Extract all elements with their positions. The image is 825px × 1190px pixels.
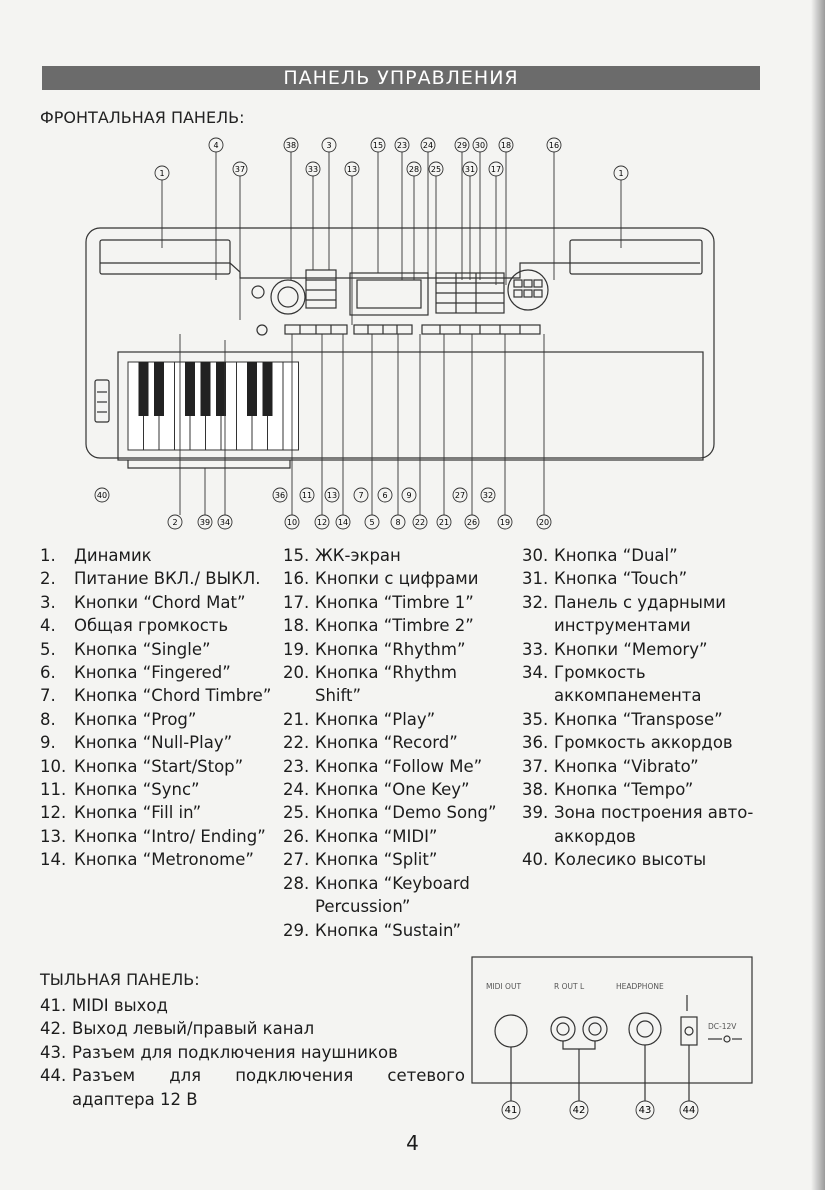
legend-item-number: 41.: [40, 996, 67, 1015]
svg-text:12: 12: [316, 518, 328, 527]
svg-text:8: 8: [395, 518, 401, 527]
label-midi-out: MIDI OUT: [486, 982, 522, 991]
svg-text:3: 3: [326, 141, 332, 150]
legend-item-number: 26.: [283, 826, 310, 846]
legend-column-2: [283, 544, 508, 942]
legend-item-text: Кнопка “Single”: [74, 639, 211, 659]
legend-item: [522, 591, 762, 638]
callout-12: [315, 515, 329, 529]
legend-item: [40, 755, 280, 778]
svg-text:20: 20: [538, 518, 550, 527]
white-key: [283, 362, 299, 450]
legend-item-number: 21.: [283, 709, 310, 729]
legend-item-text: Громкость аккомпанемента: [554, 663, 702, 706]
legend-item: [40, 638, 280, 661]
back-panel-list: [40, 994, 465, 1111]
callouts-top: [155, 138, 628, 180]
callout-7: [354, 488, 368, 502]
legend-item-text: Панель с ударными инструментами: [554, 592, 727, 636]
label-dc-12v: DC-12V: [708, 1022, 737, 1031]
legend-item-number: 8.: [40, 709, 56, 729]
legend-item-text: Кнопка “Sustain”: [315, 920, 462, 940]
legend-item-number: 24.: [283, 780, 310, 800]
svg-text:37: 37: [234, 165, 246, 174]
legend-item-number: 23.: [283, 756, 310, 776]
legend-item-number: 10.: [40, 756, 67, 776]
legend-item-text: Кнопка “Null-Play”: [74, 733, 233, 753]
svg-text:15: 15: [372, 141, 384, 150]
callout-19: [498, 515, 512, 529]
legend-item-text: Кнопка “Fingered”: [74, 663, 231, 683]
legend-item-text: Кнопки “Chord Mat”: [74, 592, 246, 612]
legend-item-text: Кнопка “Fill in”: [74, 803, 202, 823]
legend-item: [283, 638, 508, 661]
rear-panel-outline: [472, 957, 752, 1083]
legend-item-text: Кнопка “Timbre 1”: [315, 592, 474, 612]
legend-item-text: Кнопка “Transpose”: [554, 709, 723, 729]
legend-item-text: Выход левый/правый канал: [72, 1019, 315, 1039]
tempo-dial: [271, 280, 305, 314]
callout-42: [570, 1101, 588, 1119]
callout-3: [322, 138, 336, 152]
legend-item-text: Кнопка “Sync”: [74, 780, 200, 800]
callout-37: [233, 162, 247, 176]
legend-item: [522, 544, 762, 567]
back-panel-heading: ТЫЛЬНАЯ ПАНЕЛЬ:: [40, 970, 200, 989]
legend-item: [40, 708, 280, 731]
legend-item: [40, 661, 280, 684]
svg-text:44: 44: [682, 1105, 696, 1116]
callout-20: [537, 515, 551, 529]
legend-item-text: Питание ВКЛ./ ВЫКЛ.: [74, 569, 261, 589]
callout-34: [218, 515, 232, 529]
legend-item: [40, 544, 280, 567]
legend-item-text: Динамик: [74, 546, 152, 565]
legend-item: [283, 825, 508, 848]
callout-11: [300, 488, 314, 502]
svg-text:7: 7: [358, 491, 364, 500]
front-panel-diagram: [0, 130, 825, 540]
svg-text:21: 21: [438, 518, 450, 527]
legend-item-number: 4.: [40, 616, 56, 636]
black-key: [185, 362, 195, 416]
callout-36: [273, 488, 287, 502]
svg-text:17: 17: [490, 165, 502, 174]
legend-item-text: Кнопка “Tempo”: [554, 780, 694, 800]
callout-32: [481, 488, 495, 502]
legend-item: [522, 731, 762, 754]
speaker-left: [100, 240, 230, 274]
svg-text:1: 1: [618, 169, 624, 178]
legend-item: [40, 684, 280, 707]
legend-item-number: 44.: [40, 1066, 67, 1086]
svg-text:4: 4: [213, 141, 219, 150]
legend-item: [40, 778, 280, 801]
legend-item-number: 29.: [283, 920, 310, 940]
svg-text:25: 25: [430, 165, 442, 174]
svg-text:27: 27: [454, 491, 466, 500]
svg-text:10: 10: [286, 518, 298, 527]
svg-text:36: 36: [274, 491, 286, 500]
control-panel-outline: [100, 263, 700, 278]
legend-item-number: 25.: [283, 803, 310, 823]
callout-15: [371, 138, 385, 152]
legend-item-number: 9.: [40, 733, 56, 753]
legend-item: [522, 848, 762, 871]
callout-13: [345, 162, 359, 176]
callout-14: [336, 515, 350, 529]
legend-item-text: Зона построения авто-аккордов: [554, 803, 754, 846]
legend-item-number: 27.: [283, 850, 310, 870]
callout-4: [209, 138, 223, 152]
legend-item-text: Кнопка “Touch”: [554, 569, 688, 589]
legend-item-number: 42.: [40, 1019, 67, 1039]
front-panel-heading: ФРОНТАЛЬНАЯ ПАНЕЛЬ:: [40, 108, 245, 127]
legend-item-text: Громкость аккордов: [554, 733, 733, 753]
callout-23: [395, 138, 409, 152]
svg-text:43: 43: [638, 1105, 652, 1116]
callout-39: [198, 515, 212, 529]
headphone-jack: [629, 1013, 661, 1045]
legend-item: [40, 1017, 465, 1040]
svg-text:5: 5: [369, 518, 375, 527]
callout-16: [547, 138, 561, 152]
svg-text:24: 24: [422, 141, 434, 150]
callout-41: [502, 1101, 520, 1119]
legend-item-number: 34.: [522, 663, 549, 683]
legend-item: [283, 661, 508, 708]
legend-item-text: Кнопка “Dual”: [554, 546, 678, 565]
legend-item-text: Кнопка “Rhythm”: [315, 639, 466, 659]
legend-item-text: Кнопка “Record”: [315, 733, 458, 753]
svg-text:41: 41: [504, 1105, 518, 1116]
svg-text:33: 33: [307, 165, 319, 174]
dc-jack: [681, 1017, 697, 1045]
white-keys: [128, 362, 299, 450]
legend-item-text: Кнопка “One Key”: [315, 780, 470, 800]
legend-item: [522, 708, 762, 731]
legend-item-number: 16.: [283, 569, 310, 589]
legend-item: [40, 1064, 465, 1111]
svg-text:9: 9: [406, 491, 412, 500]
legend-item: [40, 801, 280, 824]
legend-item: [283, 591, 508, 614]
black-key: [263, 362, 273, 416]
callout-22: [413, 515, 427, 529]
callouts-bottom: [95, 488, 551, 529]
legend-item-number: 28.: [283, 873, 310, 893]
callout-5: [365, 515, 379, 529]
legend-item-number: 36.: [522, 733, 549, 753]
svg-text:30: 30: [474, 141, 486, 150]
legend-item-text: Кнопка “Prog”: [74, 709, 197, 729]
callout-13: [325, 488, 339, 502]
callout-40: [95, 488, 109, 502]
callout-17: [489, 162, 503, 176]
legend-item: [283, 872, 508, 919]
r-out-jack: [551, 1017, 575, 1041]
legend-item-number: 19.: [283, 639, 310, 659]
legend-item-text: Кнопка “Follow Me”: [315, 756, 483, 776]
svg-text:19: 19: [499, 518, 511, 527]
callout-21: [437, 515, 451, 529]
callout-43: [636, 1101, 654, 1119]
legend-item-number: 1.: [40, 546, 56, 565]
legend-item-number: 17.: [283, 592, 310, 612]
legend-item: [522, 567, 762, 590]
label-r-out-l: R OUT L: [554, 982, 585, 991]
legend-item-number: 35.: [522, 709, 549, 729]
svg-text:6: 6: [382, 491, 388, 500]
page-title: ПАНЕЛЬ УПРАВЛЕНИЯ: [42, 66, 760, 90]
lcd-screen: [350, 273, 428, 315]
legend-item-text: Кнопка “Start/Stop”: [74, 756, 244, 776]
rear-panel-diagram: [466, 953, 766, 1123]
callout-18: [499, 138, 513, 152]
legend-item: [283, 567, 508, 590]
legend-item-number: 40.: [522, 850, 549, 870]
black-key: [139, 362, 149, 416]
legend-item-text: Кнопка “Rhythm Shift”: [315, 663, 457, 706]
legend-item-number: 20.: [283, 663, 310, 683]
legend-item: [283, 848, 508, 871]
legend-item-number: 22.: [283, 733, 310, 753]
legend-item: [522, 638, 762, 661]
legend-item: [283, 801, 508, 824]
legend-item: [40, 994, 465, 1017]
callout-25: [429, 162, 443, 176]
svg-text:42: 42: [572, 1105, 586, 1116]
legend-item-number: 5.: [40, 639, 56, 659]
legend-item-number: 38.: [522, 780, 549, 800]
legend-item-number: 11.: [40, 780, 67, 800]
svg-text:32: 32: [482, 491, 494, 500]
black-key: [247, 362, 257, 416]
legend-item-text: Кнопка “Demo Song”: [315, 803, 497, 823]
black-keys: [139, 362, 273, 416]
svg-text:13: 13: [346, 165, 358, 174]
svg-text:38: 38: [285, 141, 297, 150]
legend-item: [40, 1041, 465, 1064]
svg-text:29: 29: [456, 141, 468, 150]
callout-29: [455, 138, 469, 152]
callout-26: [465, 515, 479, 529]
svg-text:23: 23: [396, 141, 408, 150]
legend-item-text: Колесико высоты: [554, 850, 707, 870]
legend-item-number: 14.: [40, 850, 67, 870]
legend-item: [522, 755, 762, 778]
svg-text:34: 34: [219, 518, 231, 527]
svg-text:22: 22: [414, 518, 426, 527]
legend-item-text: Кнопка “Metronome”: [74, 850, 254, 870]
legend-item: [40, 614, 280, 637]
legend-item-number: 6.: [40, 663, 56, 683]
callout-24: [421, 138, 435, 152]
callout-44: [680, 1101, 698, 1119]
legend-item-number: 43.: [40, 1042, 67, 1062]
svg-text:11: 11: [301, 491, 313, 500]
legend-item-text: Кнопка “Keyboard Percussion”: [315, 873, 470, 917]
legend-item: [283, 614, 508, 637]
legend-column-3: [522, 544, 762, 872]
legend-item-text: Кнопки “Memory”: [554, 639, 708, 659]
callout-30: [473, 138, 487, 152]
legend-item-number: 31.: [522, 569, 549, 589]
svg-text:1: 1: [159, 169, 165, 178]
svg-text:16: 16: [548, 141, 560, 150]
callout-38: [284, 138, 298, 152]
callout-1: [614, 166, 628, 180]
legend-item: [522, 661, 762, 708]
page-number: 4: [406, 1131, 419, 1155]
pitch-wheel: [95, 380, 109, 422]
black-key: [216, 362, 226, 416]
legend-item-number: 39.: [522, 803, 549, 823]
label-headphone: HEADPHONE: [616, 982, 664, 991]
legend-item: [40, 848, 280, 871]
legend-item-number: 12.: [40, 803, 67, 823]
legend-column-1: [40, 544, 280, 872]
svg-text:39: 39: [199, 518, 211, 527]
svg-text:18: 18: [500, 141, 512, 150]
legend-item: [522, 801, 762, 848]
legend-item-text: Разъем для подключения сетевого адаптера 12 В: [72, 1066, 465, 1109]
callout-1: [155, 166, 169, 180]
legend-item-text: Кнопки с цифрами: [315, 569, 479, 589]
callout-33: [306, 162, 320, 176]
legend-item: [283, 778, 508, 801]
midi-out-jack: [495, 1015, 527, 1047]
svg-text:31: 31: [464, 165, 476, 174]
legend-item: [40, 591, 280, 614]
legend-item: [283, 755, 508, 778]
svg-text:26: 26: [466, 518, 478, 527]
legend-item-text: Кнопка “Split”: [315, 850, 438, 870]
l-out-jack: [583, 1017, 607, 1041]
legend-item: [522, 778, 762, 801]
rear-callouts: [502, 1101, 698, 1119]
legend-item: [40, 825, 280, 848]
legend-item-number: 13.: [40, 826, 67, 846]
callout-9: [402, 488, 416, 502]
legend-item-number: 37.: [522, 756, 549, 776]
speaker-right: [570, 240, 702, 274]
legend-item-number: 32.: [522, 592, 549, 612]
svg-text:2: 2: [172, 518, 178, 527]
callout-2: [168, 515, 182, 529]
legend-item-number: 3.: [40, 592, 56, 612]
callout-27: [453, 488, 467, 502]
legend-item: [283, 544, 508, 567]
legend-item-number: 33.: [522, 639, 549, 659]
legend-item-text: Кнопка “Intro/ Ending”: [74, 826, 266, 846]
callout-31: [463, 162, 477, 176]
legend-item-number: 15.: [283, 546, 310, 565]
legend-item-number: 7.: [40, 686, 56, 706]
black-key: [154, 362, 164, 416]
svg-text:13: 13: [326, 491, 338, 500]
legend-item-number: 2.: [40, 569, 56, 589]
legend-item-number: 30.: [522, 546, 549, 565]
legend-item-text: Кнопка “MIDI”: [315, 826, 438, 846]
legend-item-text: Кнопка “Play”: [315, 709, 436, 729]
callout-6: [378, 488, 392, 502]
svg-text:14: 14: [337, 518, 349, 527]
legend-item: [40, 567, 280, 590]
legend-item: [283, 731, 508, 754]
callout-8: [391, 515, 405, 529]
callout-10: [285, 515, 299, 529]
legend-item: [283, 919, 508, 942]
legend-item: [283, 708, 508, 731]
legend-item-text: Кнопка “Timbre 2”: [315, 616, 474, 636]
legend-item-text: Разъем для подключения наушников: [72, 1042, 398, 1062]
callout-28: [407, 162, 421, 176]
svg-text:40: 40: [96, 491, 108, 500]
legend-item-number: 18.: [283, 616, 310, 636]
svg-text:28: 28: [408, 165, 420, 174]
legend-item-text: Кнопка “Chord Timbre”: [74, 686, 272, 706]
legend-item: [40, 731, 280, 754]
legend-item-text: MIDI выход: [72, 996, 168, 1015]
black-key: [201, 362, 211, 416]
legend-item-text: Общая громкость: [74, 616, 229, 636]
legend-item-text: ЖК-экран: [315, 546, 401, 565]
legend-item-text: Кнопка “Vibrato”: [554, 756, 699, 776]
